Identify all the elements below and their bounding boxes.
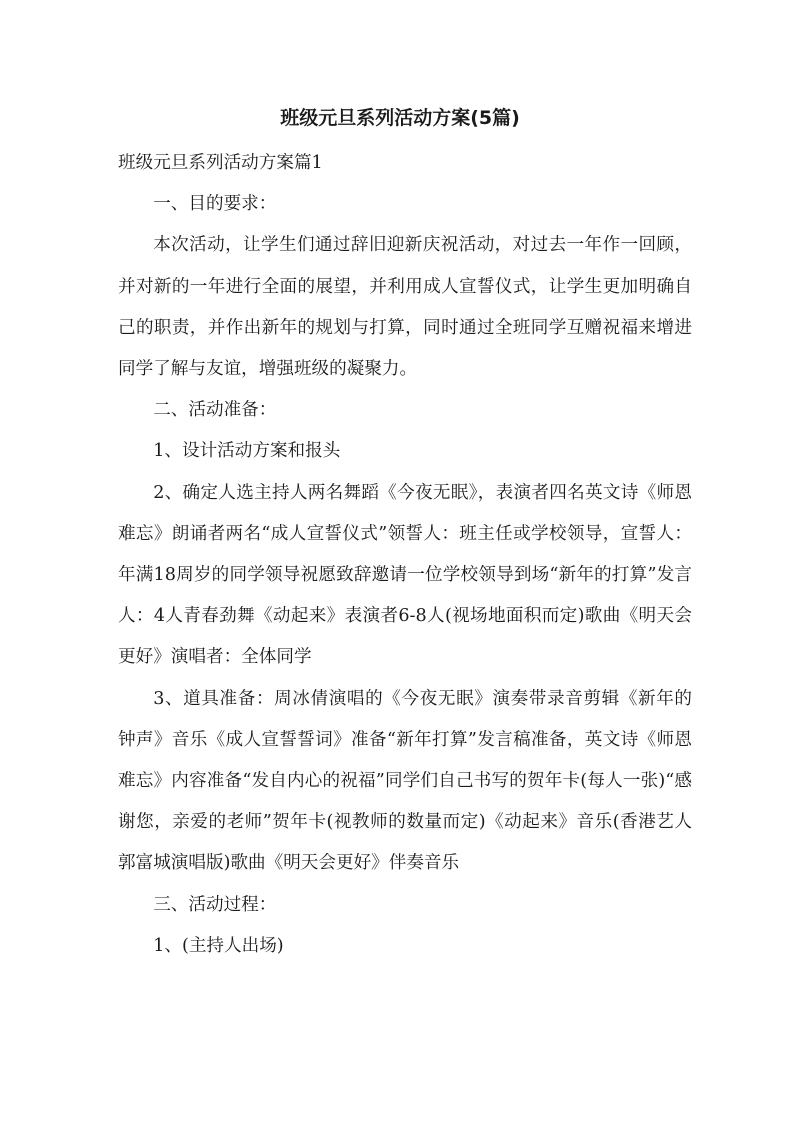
section-heading: 班级元旦系列活动方案篇1 — [118, 153, 323, 173]
list-item-3: 3、道具准备：周冰倩演唱的《今夜无眠》演奏带录音剪辑《新年的钟声》音乐《成人宣誓誓词》准备“新年打算”发言稿准备，英文诗《师恩难忘》内容准备“发自内心的祝福”同学们自己书写的贺年卡(每人一张)“感谢您，亲爱的老师”贺年卡(视教师的数量而定)《动起来》音乐(香港艺人郭富城演唱版)歌曲《明天会更好》伴奏音乐 — [118, 688, 692, 874]
list-item-2: 2、确定人选主持人两名舞蹈《今夜无眠》，表演者四名英文诗《师恩难忘》朗诵者两名“成人宣誓仪式”领誓人：班主任或学校领导，宣誓人：年满18周岁的同学领导祝愿致辞邀请一位学校领导到场“新年的打算”发言人：4人青春劲舞《动起来》表演者6-8人(视场地面积而定)歌曲《明天会更好》演唱者：全体同学 — [118, 482, 692, 668]
subheading-preparation: 二、活动准备： — [153, 400, 277, 421]
document-body — [118, 143, 692, 967]
document-title: 班级元旦系列活动方案(5篇) — [280, 107, 520, 129]
paragraph-purpose: 本次活动，让学生们通过辞旧迎新庆祝活动，对过去一年作一回顾，并对新的一年进行全面的展望，并利用成人宣誓仪式，让学生更加明确自己的职责，并作出新年的规划与打算，同时通过全班同学互赠祝福来增进同学了解与友谊，增强班级的凝聚力。 — [118, 235, 692, 380]
subheading-process: 三、活动过程： — [153, 894, 277, 915]
list-item-1: 1、设计活动方案和报头 — [153, 441, 341, 462]
subheading-purpose: 一、目的要求： — [153, 194, 277, 215]
list-item-process-1: 1、(主持人出场) — [153, 935, 284, 956]
